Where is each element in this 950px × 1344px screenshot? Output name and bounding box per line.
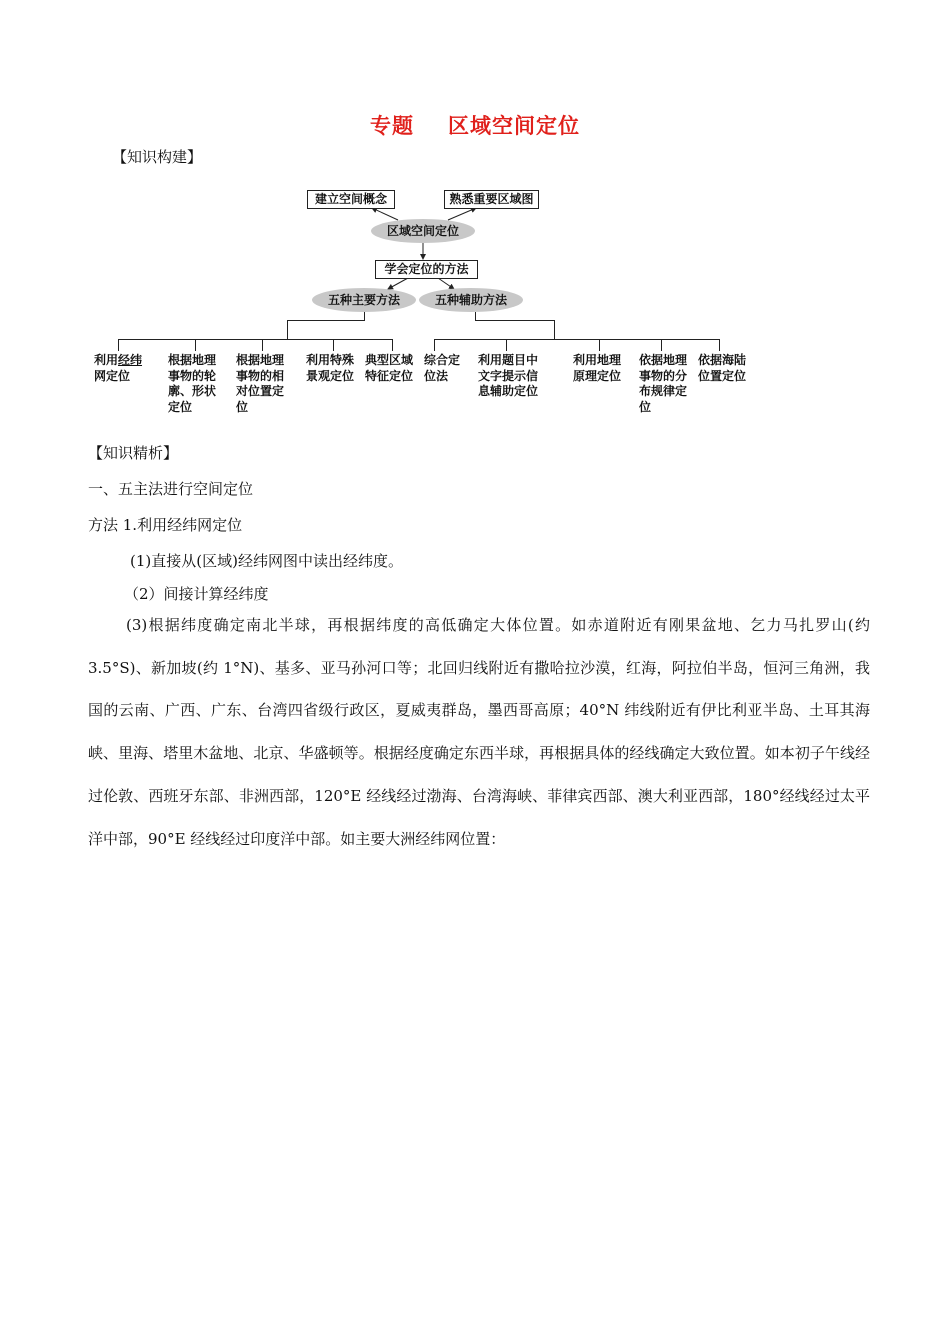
connector-line <box>262 339 263 351</box>
ellipse-five-main-methods: 五种主要方法 <box>312 288 416 312</box>
connector-line <box>118 339 119 351</box>
box-regional-maps: 熟悉重要区域图 <box>444 190 539 209</box>
leaf-distribution-pattern: 依据地理 事物的分 布规律定 位 <box>639 353 688 414</box>
connector-line <box>287 320 365 321</box>
box-learn-methods: 学会定位的方法 <box>375 260 478 279</box>
ellipse-five-aux-methods: 五种辅助方法 <box>419 288 523 312</box>
connector-line <box>333 339 334 351</box>
title-part1: 专题 <box>370 114 414 138</box>
title-part2: 区域空间定位 <box>448 114 580 138</box>
leaf1-text-c: 网定位 <box>94 368 131 383</box>
connector-line <box>599 339 600 351</box>
connector-line <box>118 339 393 340</box>
connector-line <box>434 339 720 340</box>
leaf-geo-principles: 利用地理 原理定位 <box>573 353 622 383</box>
connector-line <box>554 320 555 339</box>
leaf1-text-b: 经纬 <box>118 353 143 367</box>
section-knowledge-structure: 【知识构建】 <box>112 148 203 166</box>
connector-line <box>475 320 555 321</box>
diagram-connectors <box>0 0 950 440</box>
leaf-relative-position: 根据地理 事物的相 对位置定 位 <box>236 353 285 414</box>
method1-heading: 方法 1.利用经纬网定位 <box>88 516 243 534</box>
leaf-text-hints: 利用题目中 文字提示信 息辅助定位 <box>478 353 539 398</box>
box-spatial-concept: 建立空间概念 <box>307 190 395 209</box>
leaf-regional-features: 典型区域 特征定位 <box>365 353 414 383</box>
connector-line <box>364 312 365 320</box>
connector-line <box>287 320 288 339</box>
item-1: (1)直接从(区域)经纬网图中读出经纬度。 <box>130 552 403 570</box>
leaf-graticule-positioning <box>94 353 142 384</box>
connector-line <box>434 339 435 351</box>
connector-line <box>475 312 476 320</box>
leaf-outline-shape: 根据地理 事物的轮 廓、形状 定位 <box>168 353 217 414</box>
leaf-land-sea-position: 依据海陆 位置定位 <box>698 353 747 383</box>
leaf-special-landscape: 利用特殊 景观定位 <box>306 353 355 383</box>
connector-line <box>661 339 662 351</box>
ellipse-regional-positioning: 区域空间定位 <box>371 219 475 243</box>
connector-line <box>195 339 196 351</box>
connector-line <box>392 339 393 351</box>
connector-line <box>506 339 507 351</box>
heading-five-main-methods: 一、五主法进行空间定位 <box>88 480 254 498</box>
concept-diagram <box>0 0 950 440</box>
connector-line <box>719 339 720 351</box>
leaf-comprehensive: 综合定 位法 <box>424 353 461 383</box>
body-paragraph: (3)根据纬度确定南北半球，再根据纬度的高低确定大体位置。如赤道附近有刚果盆地、乞力马扎罗山(约 3.5°S)、新加坡(约 1°N)、基多、亚马孙河口等；北回归线附近有撒哈拉沙漠，红海，阿拉伯半岛，恒河三角洲，我国的云南、广西、广东、台湾四省级行政区，夏威夷群岛，墨西哥高原；40°N 纬线附近有伊比利亚半岛、土耳其海峡、里海、塔里木盆地、北京、华盛顿等。根据经度确定东西半球，再根据具体的经线确定大致位置。如本初子午线经过伦敦、西班牙东部、非洲西部，120°E 经线经过渤海、台湾海峡、菲律宾西部、澳大利亚西部，180°经线经过太平洋中部，90°E 经线经过印度洋中部。如主要大洲经纬网位置： <box>88 616 870 848</box>
section-knowledge-analysis: 【知识精析】 <box>88 444 179 462</box>
leaf1-text-a: 利用 <box>94 353 119 367</box>
item-2: （2）间接计算经纬度 <box>124 585 269 603</box>
